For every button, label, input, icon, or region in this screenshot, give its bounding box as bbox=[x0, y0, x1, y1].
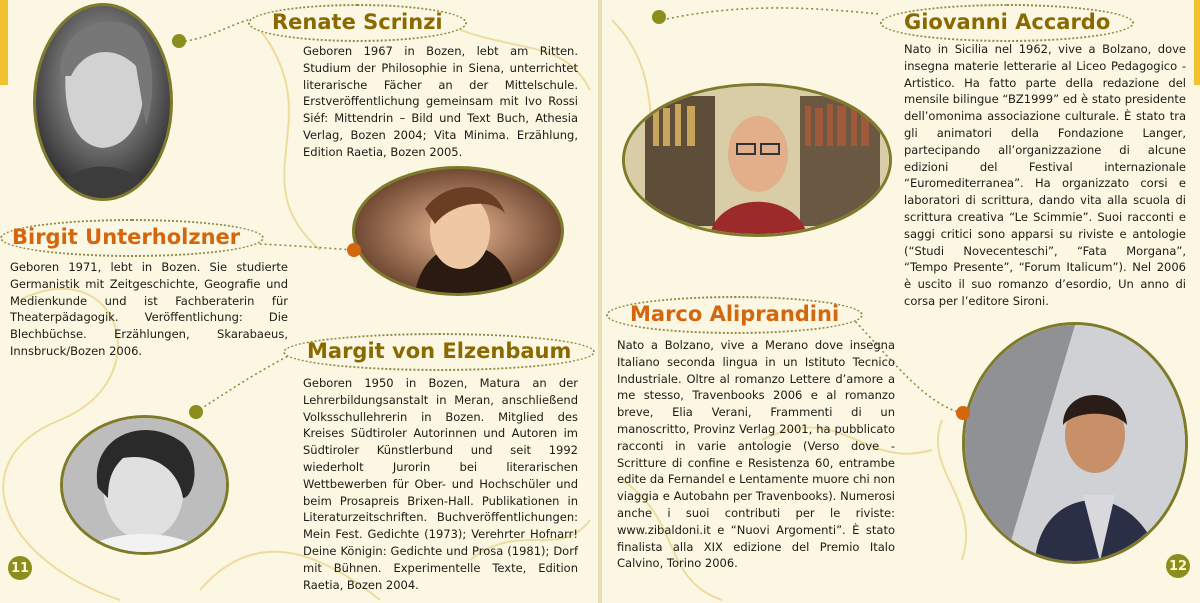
connector-dot bbox=[347, 243, 361, 257]
author-bio-margit: Geboren 1950 in Bozen, Matura an der Lehrerbildungsanstalt in Meran, anschließend Volksschullehrerin in Bozen. Mitglied des Kreises Südtiroler Autorinnen und Autoren im Südtiroler Künstlerbund und seit 1992 wiederholt Jurorin bei literarischen Wettbewerben für Ober- und Hochschüler und beim Prosapreis Brixen-Hall. Publikationen in Literaturzeitschriften. Buchveröffentlichungen: Mein Fest. Gedichte (1973); Verehrter Hofnarr! Deine Königin: Gedichte und Prosa (1981); Dorf mit Bühnen. Experimentelle Texte, Edition Raetia, Bozen 2004. bbox=[303, 376, 578, 592]
photo-margit-von-elzenbaum bbox=[352, 166, 564, 296]
author-bio-birgit: Geboren 1971, lebt in Bozen. Sie studierte Germanistik mit Zeitgeschichte, Geografie und Medienkunde und ist Fachberaterin für Theaterpädagogik. Veröffentlichung: Die Blechbüchse. Erzählungen, Skarabaeus, Innsbruck/Bozen 2006. bbox=[10, 260, 288, 358]
connector-dot bbox=[189, 405, 203, 419]
page-number-left: 11 bbox=[8, 556, 32, 580]
connector-dot bbox=[956, 406, 970, 420]
right-page bbox=[602, 0, 1200, 603]
photo-marco-aliprandini bbox=[962, 322, 1188, 564]
page-number-right: 12 bbox=[1166, 554, 1190, 578]
left-edge-tab bbox=[0, 0, 8, 85]
connector-dot bbox=[172, 34, 186, 48]
author-name-renate: Renate Scrinzi bbox=[248, 4, 467, 42]
connector-dot bbox=[652, 10, 666, 24]
photo-renate-scrinzi bbox=[33, 3, 173, 201]
left-page bbox=[0, 0, 598, 603]
author-name-marco: Marco Aliprandini bbox=[606, 296, 863, 334]
author-bio-giovanni: Nato in Sicilia nel 1962, vive a Bolzano, dove insegna materie letterarie al Liceo Pedagogico - Artistico. Ha fatto parte della redazione del mensile bilingue “BZ1999” ed è stato presidente dell’omonima associazione culturale. È stato tra gli animatori della Fondazione Langer, partecipando all’organizzazione di alcune edizioni del Festival internazionale “Euromediterranea”. Ha organizzato corsi e laboratori di scrittura, dando vita alla scuola di scrittura creativa “Le Scimmie”. Suoi racconti e saggi critici sono apparsi su riviste e antologie (“Studi Novecenteschi”, “Fata Morgana”, “Tempo Presente”, “Forum Italicum”). Nel 2006 è uscito il suo romanzo d’esordio, Un anno di corsa per l’editore Sironi. bbox=[904, 42, 1186, 308]
right-edge-tab bbox=[1194, 0, 1200, 85]
author-name-birgit: Birgit Unterholzner bbox=[0, 219, 264, 257]
author-name-giovanni: Giovanni Accardo bbox=[880, 4, 1134, 42]
author-bio-marco: Nato a Bolzano, vive a Merano dove insegna Italiano seconda lingua in un Istituto Tecnico Industriale. Oltre al romanzo Lettere d’amore a me stesso, Travenbooks 2006 e al romanzo breve, Elia Verani, Frammenti di un manoscritto, Provinz Verlag 2001, ha pubblicato racconti in varie antologie (Verso dove - Scritture di confine e Resistenza 60, entrambe edite da Fernandel e Lentamente muore chi non viaggia e Autobahn per Travenbooks). Numerosi anche i suoi contributi per le riviste: www.zibaldoni.it e “Nuovi Argomenti”. È stato finalista alla XIX edizione del Premio Italo Calvino, Torino 2006. bbox=[617, 338, 895, 571]
photo-birgit-unterholzner bbox=[60, 415, 229, 555]
author-bio-renate: Geboren 1967 in Bozen, lebt am Ritten. Studium der Philosophie in Siena, unterrichtet literarische Fächer an der Mittelschule. Erstveröffentlichung gemeinsam mit Ivo Rossi Siéf: Mittendrin – Bild und Text Buch, Athesia Verlag, Bozen 2004; Vita Minima. Erzählung, Edition Raetia, Bozen 2005. bbox=[303, 44, 578, 159]
author-name-margit: Margit von Elzenbaum bbox=[283, 333, 595, 371]
photo-giovanni-accardo bbox=[622, 83, 892, 237]
